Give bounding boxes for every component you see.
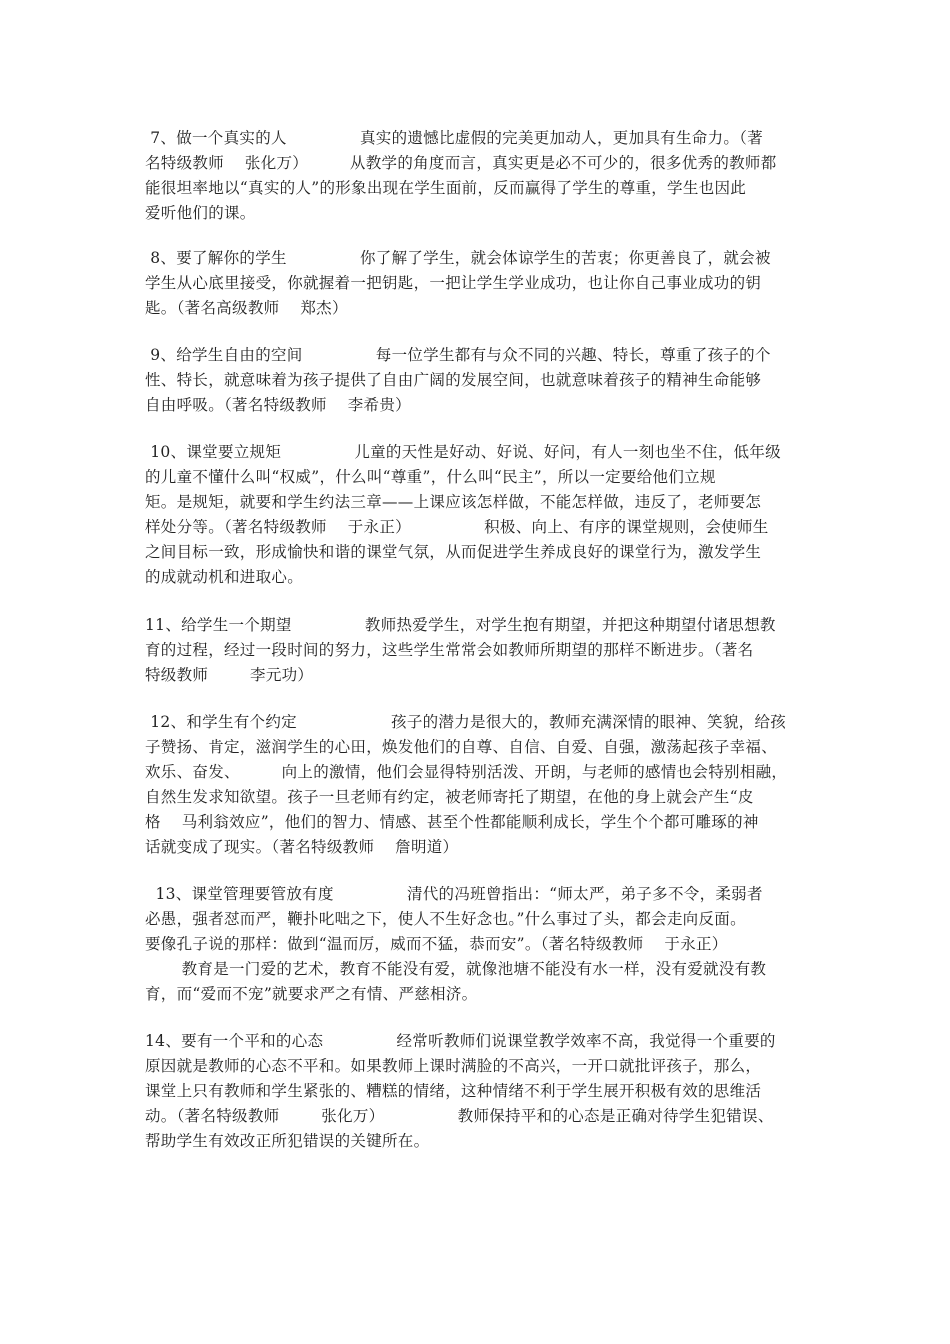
- text-line: 能很坦率地以“真实的人”的形象出现在学生面前，反而赢得了学生的尊重，学生也因此: [145, 179, 747, 197]
- text-line: 必愚，强者怼而严，鞭扑叱咄之下，使人不生好念也。”什么事过了头，都会走向反面。: [145, 910, 746, 928]
- text-line: 格 马利翁效应”，他们的智力、情感、甚至个性都能顺利成长，学生个个都可雕琢的神: [145, 813, 759, 831]
- text-line: 匙。（著名高级教师 郑杰）: [145, 299, 348, 317]
- text-line: 话就变成了现实。（著名特级教师 詹明道）: [145, 838, 459, 856]
- text-line: 9、给学生自由的空间 每一位学生都有与众不同的兴趣、特长，尊重了孩子的个: [145, 346, 771, 364]
- text-line: 的儿童不懂什么叫“权威”，什么叫“尊重”，什么叫“民主”，所以一定要给他们立规: [145, 468, 716, 486]
- text-line: 性、特长，就意味着为孩子提供了自由广阔的发展空间，也就意味着孩子的精神生命能够: [145, 371, 762, 389]
- text-line: 12、和学生有个约定 孩子的潜力是很大的，教师充满深情的眼神、笑貌，给孩: [145, 713, 787, 731]
- text-line: 学生从心底里接受，你就握着一把钥匙，一把让学生学业成功，也让你自己事业成功的钥: [145, 274, 762, 292]
- text-line: 欢乐、奋发、 向上的激情，他们会显得特别活泼、开朗，与老师的感情也会特别相融，: [145, 763, 788, 781]
- text-line: 特级教师 李元功）: [145, 666, 314, 684]
- text-line: 名特级教师 张化万） 从教学的角度而言，真实更是必不可少的，很多优秀的教师都: [145, 154, 777, 172]
- text-line: 11、给学生一个期望 教师热爱学生，对学生抱有期望，并把这种期望付诸思想教: [145, 616, 776, 634]
- text-line: 课堂上只有教师和学生紧张的、糟糕的情绪，这种情绪不利于学生展开积极有效的思维活: [145, 1082, 762, 1100]
- text-line: 10、课堂要立规矩 儿童的天性是好动、好说、好问，有人一刻也坐不住，低年级: [145, 443, 781, 461]
- text-line: 育的过程，经过一段时间的努力，这些学生常常会如教师所期望的那样不断进步。（著名: [145, 641, 754, 659]
- text-line: 8、要了解你的学生 你了解了学生，就会体谅学生的苦衷；你更善良了，就会被: [145, 249, 771, 267]
- text-line: 自然生发求知欲望。孩子一旦老师有约定，被老师寄托了期望，在他的身上就会产生“皮: [145, 788, 754, 806]
- text-line: 爱听他们的课。: [145, 204, 256, 222]
- text-line: 14、要有一个平和的心态 经常听教师们说课堂教学效率不高，我觉得一个重要的: [145, 1032, 776, 1050]
- text-line: 帮助学生有效改正所犯错误的关键所在。: [145, 1132, 430, 1150]
- text-line: 13、课堂管理要管放有度 清代的冯班曾指出：“师太严，弟子多不令，柔弱者: [145, 885, 763, 903]
- text-line: 7、做一个真实的人 真实的遗憾比虚假的完美更加动人，更加具有生命力。（著: [145, 129, 764, 147]
- text-line: 动。（著名特级教师 张化万） 教师保持平和的心态是正确对待学生犯错误、: [145, 1107, 774, 1125]
- text-line: 育，而“爱而不宠”就要求严之有情、严慈相济。: [145, 985, 478, 1003]
- text-line: 教育是一门爱的艺术，教育不能没有爱，就像池塘不能没有水一样，没有爱就没有教: [145, 960, 767, 978]
- text-line: 之间目标一致，形成愉快和谐的课堂气氛，从而促进学生养成良好的课堂行为，激发学生: [145, 543, 762, 561]
- text-line: 原因就是教师的心态不平和。如果教师上课时满脸的不高兴，一开口就批评孩子，那么，: [145, 1057, 762, 1075]
- text-line: 矩。是规矩，就要和学生约法三章——上课应该怎样做，不能怎样做，违反了，老师要怎: [145, 493, 762, 511]
- text-line: 样处分等。（著名特级教师 于永正） 积极、向上、有序的课堂规则，会使师生: [145, 518, 769, 536]
- text-line: 要像孔子说的那样：做到“温而厉，威而不猛，恭而安”。（著名特级教师 于永正）: [145, 935, 728, 953]
- text-line: 子赞扬、肯定，滋润学生的心田，焕发他们的自尊、自信、自爱、自强，激荡起孩子幸福、: [145, 738, 778, 756]
- text-line: 自由呼吸。（著名特级教师 李希贵）: [145, 396, 411, 414]
- text-line: 的成就动机和进取心。: [145, 568, 304, 586]
